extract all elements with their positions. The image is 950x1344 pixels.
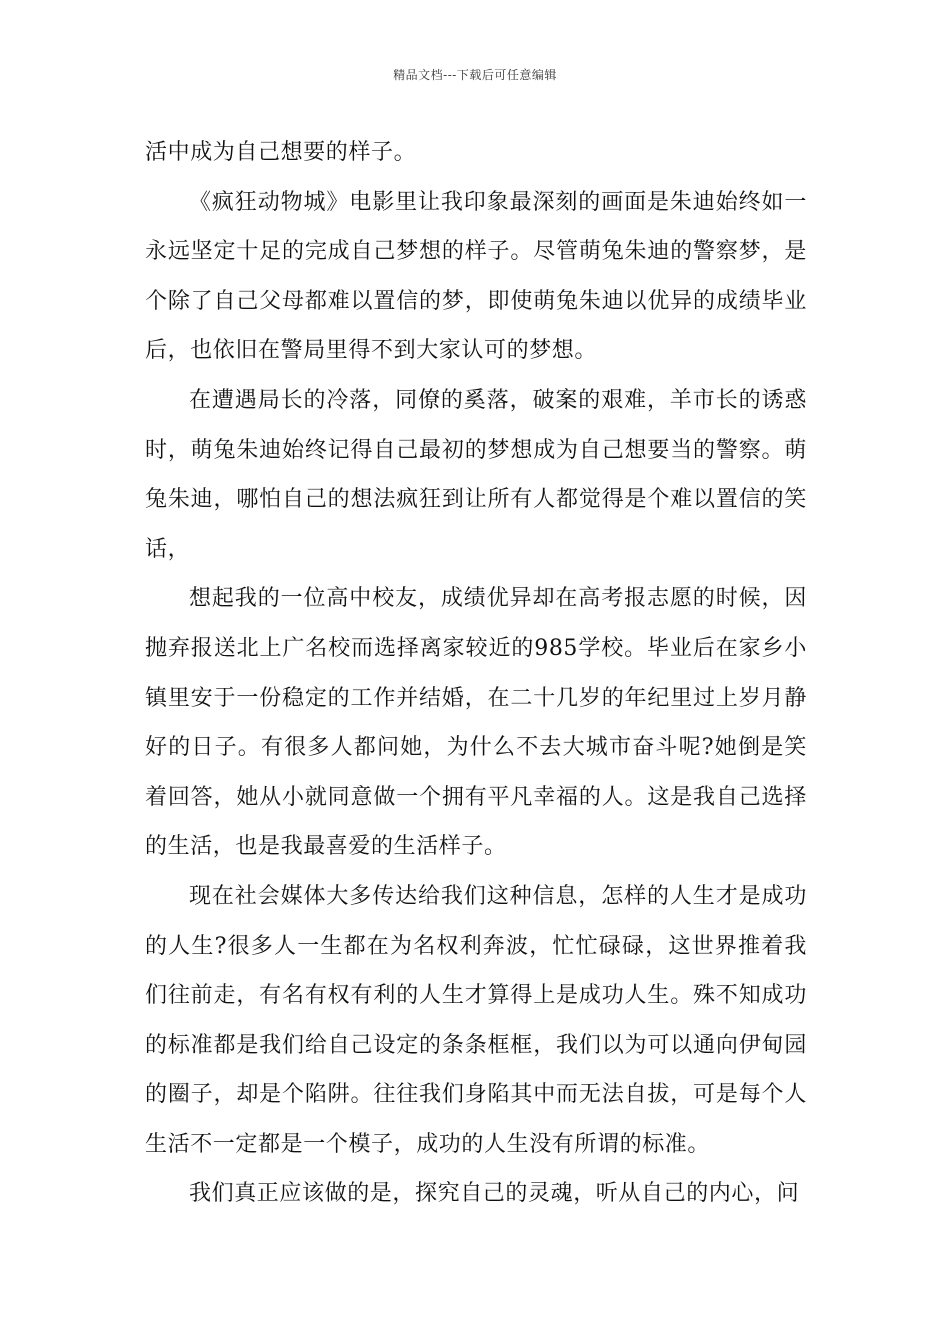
paragraph-continuation: 活中成为自己想要的样子。 <box>145 140 417 165</box>
paragraph: 《疯狂动物城》电影里让我印象最深刻的画面是朱迪始终如一永远坚定十足的完成自己梦想的样子。尽管萌兔朱迪的警察梦，是个除了自己父母都难以置信的梦，即使萌兔朱迪以优异的成绩毕业后，也依旧在警局里得不到大家认可的梦想。 <box>145 189 807 364</box>
document-body <box>145 128 807 1219</box>
paragraph: 现在社会媒体大多传达给我们这种信息，怎样的人生才是成功的人生?很多人一生都在为名权利奔波，忙忙碌碌，这世界推着我们往前走，有名有权有利的人生才算得上是成功人生。殊不知成功的标准都是我们给自己设定的条条框框，我们以为可以通向伊甸园的圈子，却是个陷阱。往往我们身陷其中而无法自拔，可是每个人生活不一定都是一个模子，成功的人生没有所谓的标准。 <box>145 883 807 1157</box>
paragraph: 我们真正应该做的是，探究自己的灵魂，听从自己的内心，问 <box>189 1181 800 1207</box>
paragraph: 在遭遇局长的冷落，同僚的奚落，破案的艰难，羊市长的诱惑时，萌兔朱迪始终记得自己最初的梦想成为自己想要当的警察。萌兔朱迪，哪怕自己的想法疯狂到让所有人都觉得是个难以置信的笑话， <box>145 387 807 562</box>
page-header: 精品文档---下载后可任意编辑 <box>393 68 557 82</box>
paragraph: 想起我的一位高中校友，成绩优异却在高考报志愿的时候，因抛弃报送北上广名校而选择离家较近的985学校。毕业后在家乡小镇里安于一份稳定的工作并结婚，在二十几岁的年纪里过上岁月静好的日子。有很多人都问她，为什么不去大城市奋斗呢?她倒是笑着回答，她从小就同意做一个拥有平凡幸福的人。这是我自己选择的生活，也是我最喜爱的生活样子。 <box>145 586 807 860</box>
